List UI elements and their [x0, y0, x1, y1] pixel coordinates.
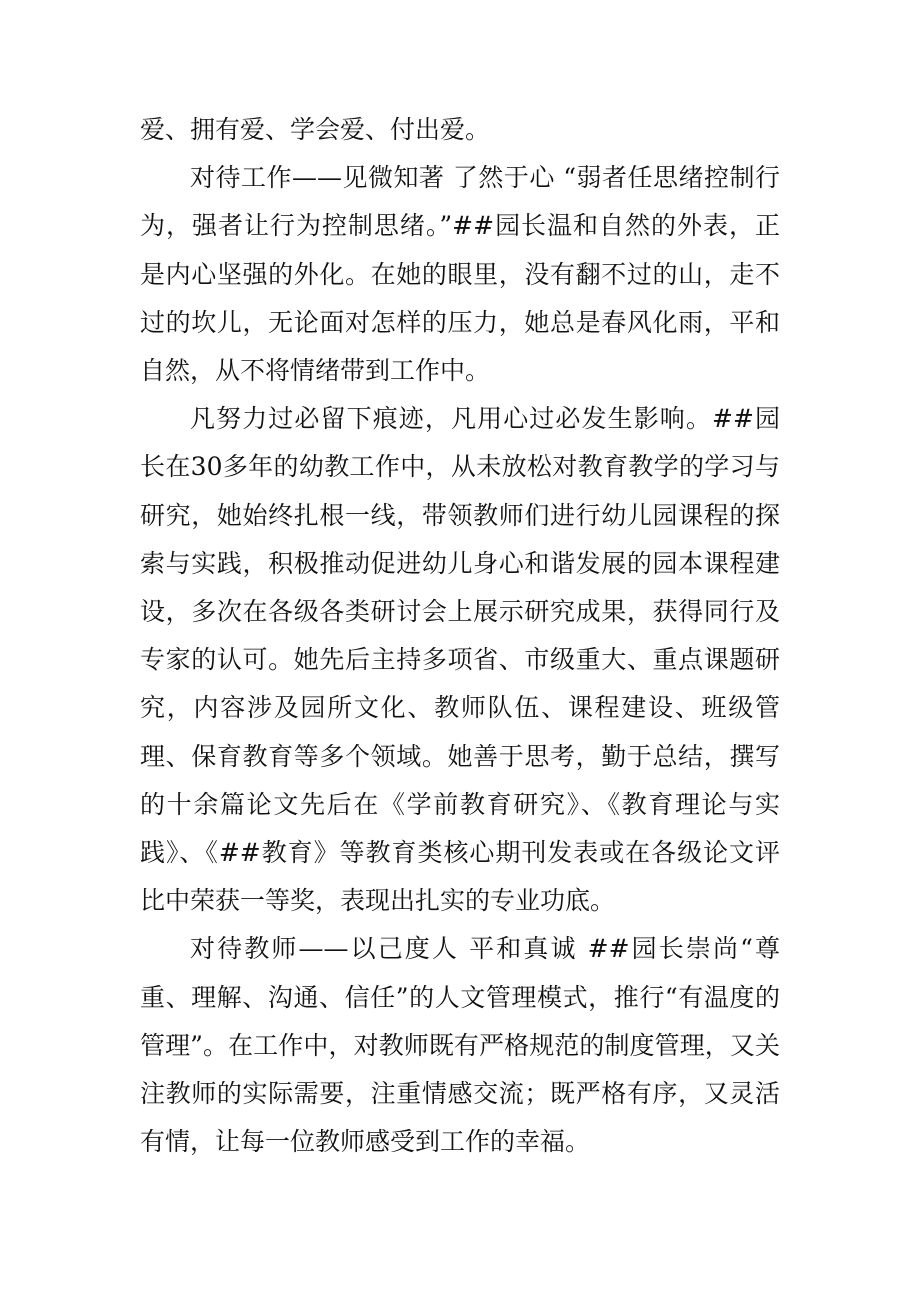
paragraph-research: 凡努力过必留下痕迹，凡用心过必发生影响。##园长在30多年的幼教工作中，从未放松对教育教学的学习与研究，她始终扎根一线，带领教师们进行幼儿园课程的探索与实践，积极推动促进幼儿身心和谐发展的园本课程建设，多次在各级各类研讨会上展示研究成果，获得同行及专家的认可。她先后主持多项省、市级重大、重点课题研究，内容涉及园所文化、教师队伍、课程建设、班级管理、保育教育等多个领域。她善于思考，勤于总结，撰写的十余篇论文先后在《学前教育研究》、《教育理论与实践》、《##教育》等教育类核心期刊发表或在各级论文评比中荣获一等奖，表现出扎实的专业功底。 [140, 404, 780, 916]
paragraph-teacher-management: 对待教师——以己度人 平和真诚 ##园长崇尚“尊重、理解、沟通、信任”的人文管理模式，推行“有温度的管理”。在工作中，对教师既有严格规范的制度管理，又关注教师的实际需要，注重情感交流；既严格有序，又灵活有情，让每一位教师感受到工作的幸福。 [140, 934, 780, 1157]
paragraph-work-attitude: 对待工作——见微知著 了然于心 “弱者任思绪控制行为，强者让行为控制思绪。”##园长温和自然的外表，正是内心坚强的外化。在她的眼里，没有翻不过的山，走不过的坎儿，无论面对怎样的压力，她总是春风化雨，平和自然，从不将情绪带到工作中。 [140, 163, 780, 386]
document-body [140, 106, 780, 1166]
paragraph-continuation: 爱、拥有爱、学会爱、付出爱。 [140, 115, 491, 144]
